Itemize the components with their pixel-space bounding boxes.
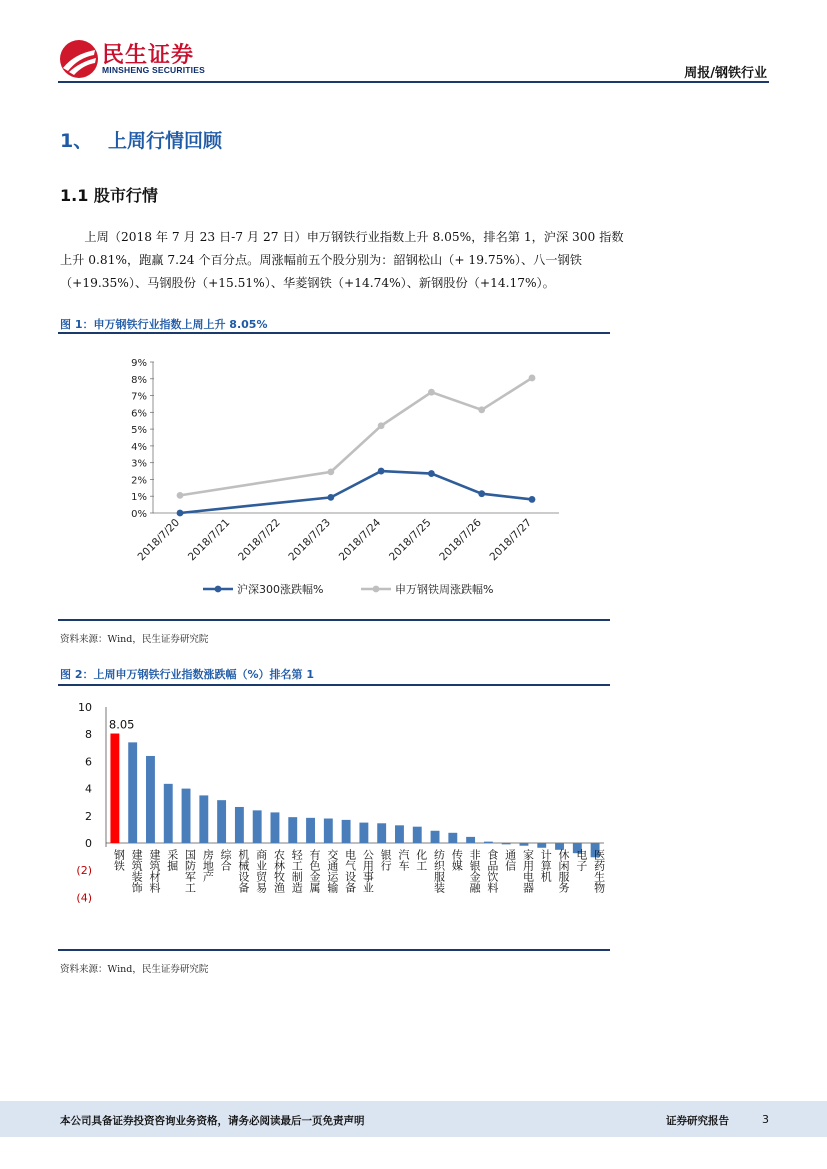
bar: [110, 734, 119, 843]
section-number: 1、: [60, 130, 93, 152]
x-tick-label: 2018/7/23: [286, 516, 333, 564]
series-line: [180, 378, 532, 495]
category-label: 钢铁: [112, 849, 126, 871]
y-tick-label: 6: [85, 755, 92, 769]
category-label: 非银金融: [468, 849, 482, 893]
category-label: 公用事业: [361, 849, 375, 893]
bar: [288, 817, 297, 843]
series-point: [529, 375, 536, 382]
bar: [217, 800, 226, 843]
section-heading: [60, 126, 222, 153]
series-point: [428, 389, 435, 396]
figure1-title: 图 1：申万钢铁行业指数上周上升 8.05%: [60, 318, 268, 331]
series-point: [478, 406, 485, 413]
x-tick-label: 2018/7/20: [135, 516, 183, 564]
x-tick-label: 2018/7/21: [185, 516, 233, 564]
legend-label: 沪深300涨跌幅%: [237, 583, 324, 596]
legend-label: 申万钢铁周涨跌幅%: [395, 583, 494, 596]
category-label: 传媒: [450, 849, 464, 871]
figure2-bottom-rule: [58, 949, 610, 951]
x-tick-label: 2018/7/22: [236, 516, 283, 564]
footer-report-type: 证券研究报告: [666, 1115, 729, 1127]
figure2-source: 资料来源：Wind，民生证券研究院: [60, 964, 209, 975]
bar: [466, 837, 475, 843]
category-label: 纺织服装: [432, 849, 446, 893]
bar: [146, 756, 155, 843]
bar: [395, 825, 404, 843]
y-tick-label: 0: [85, 837, 92, 850]
y-tick-label: 8%: [131, 374, 147, 386]
footer-disclaimer: 本公司具备证券投资咨询业务资格，请务必阅读最后一页免责声明: [60, 1115, 365, 1127]
subsection-heading: 1.1 股市行情: [60, 186, 158, 205]
category-label: 家用电器: [521, 849, 535, 893]
y-tick-label: 4%: [131, 441, 147, 453]
figure2-top-rule: [58, 684, 610, 686]
category-label: 汽车: [396, 849, 410, 871]
report-category: 周报/钢铁行业: [684, 66, 767, 81]
minsheng-logo: [58, 38, 218, 80]
section-title: 上周行情回顾: [108, 130, 223, 152]
series-point: [478, 490, 485, 497]
y-tick-label: 1%: [131, 492, 147, 504]
figure2-title: 图 2：上周申万钢铁行业指数涨跌幅（%）排名第 1: [60, 668, 314, 681]
logo-name-en: MINSHENG SECURITIES: [102, 65, 205, 75]
bar: [164, 784, 173, 843]
bar-chart: [58, 690, 610, 946]
category-label: 银行: [379, 849, 393, 871]
line-chart: [58, 340, 610, 610]
category-label: 电子: [574, 849, 588, 871]
bar: [342, 820, 351, 843]
series-point: [177, 492, 184, 499]
category-label: 医药生物: [592, 849, 606, 893]
y-tick-label: (4): [76, 891, 92, 905]
bar: [377, 823, 386, 843]
y-tick-label: 0%: [131, 509, 147, 520]
logo-mark-icon: [58, 38, 100, 80]
figure1-top-rule: [58, 332, 610, 334]
series-point: [529, 496, 536, 503]
category-label: 国防军工: [183, 849, 197, 893]
category-label: 房地产: [201, 849, 215, 882]
data-label: 8.05: [108, 717, 135, 732]
bar: [271, 812, 280, 843]
y-tick-label: 6%: [131, 408, 147, 420]
category-label: 食品饮料: [485, 849, 499, 893]
logo-name-cn: 民生证券: [102, 43, 195, 68]
category-label: 综合: [219, 849, 233, 871]
x-tick-label: 2018/7/26: [437, 516, 484, 564]
page-number: 3: [762, 1113, 769, 1126]
category-label: 休闲服务: [557, 849, 571, 893]
bar: [520, 843, 529, 846]
y-tick-label: 10: [78, 701, 92, 714]
header-divider: [58, 81, 769, 83]
bar: [306, 818, 315, 843]
x-tick-label: 2018/7/27: [487, 516, 535, 564]
category-label: 机械设备: [236, 849, 250, 893]
category-label: 商业贸易: [254, 849, 268, 893]
x-tick-label: 2018/7/24: [336, 516, 384, 564]
category-label: 电气设备: [343, 849, 357, 893]
y-tick-label: 8: [85, 728, 92, 742]
y-tick-label: 9%: [131, 358, 147, 369]
category-label: 交通运输: [325, 849, 339, 893]
category-label: 建筑装饰: [130, 849, 144, 893]
bar: [235, 807, 244, 843]
legend-marker: [373, 586, 380, 593]
bar: [359, 823, 368, 843]
y-tick-label: 7%: [131, 391, 147, 403]
figure1-source: 资料来源：Wind，民生证券研究院: [60, 634, 209, 645]
y-tick-label: 4: [85, 782, 92, 796]
bar: [324, 819, 333, 843]
series-point: [177, 510, 184, 517]
series-point: [428, 470, 435, 477]
paragraph-text: 上周（2018 年 7 月 23 日-7 月 27 日）申万钢铁行业指数上升 8.05%，排名第 1，沪深 300 指数上升 0.81%，跑赢 7.24 个百分点。周涨幅前五个股分别为：韶钢松山（+ 19.75%）、八一钢铁（+19.35%）、马钢股份（+15.51%）、华菱钢铁（+14.74%）、新钢股份（+14.17%）。: [60, 230, 624, 290]
series-point: [378, 468, 385, 475]
legend-marker: [215, 586, 222, 593]
body-paragraph: [60, 226, 635, 295]
y-tick-label: 2: [85, 809, 92, 823]
category-label: 农林牧渔: [272, 849, 286, 893]
y-tick-label: 2%: [131, 475, 147, 487]
bar: [431, 831, 440, 843]
x-tick-label: 2018/7/25: [386, 516, 434, 564]
series-point: [327, 468, 334, 475]
category-label: 通信: [503, 849, 517, 871]
bar: [448, 833, 457, 843]
category-label: 化工: [414, 849, 428, 871]
bar: [253, 810, 262, 843]
series-point: [378, 422, 385, 429]
bar: [484, 842, 493, 843]
figure1-bottom-rule: [58, 619, 610, 621]
bar: [182, 789, 191, 843]
y-tick-label: 3%: [131, 458, 147, 470]
category-label: 建筑材料: [147, 849, 161, 893]
category-label: 采掘: [165, 849, 179, 871]
y-tick-label: (2): [76, 864, 92, 878]
category-label: 有色金属: [308, 849, 322, 893]
bar: [128, 742, 137, 843]
series-point: [327, 494, 334, 501]
bar: [502, 843, 511, 844]
bar: [537, 843, 546, 848]
bar: [413, 827, 422, 843]
category-label: 计算机: [539, 849, 553, 882]
bar: [199, 795, 208, 843]
y-tick-label: 5%: [131, 425, 147, 437]
category-label: 轻工制造: [290, 849, 304, 893]
